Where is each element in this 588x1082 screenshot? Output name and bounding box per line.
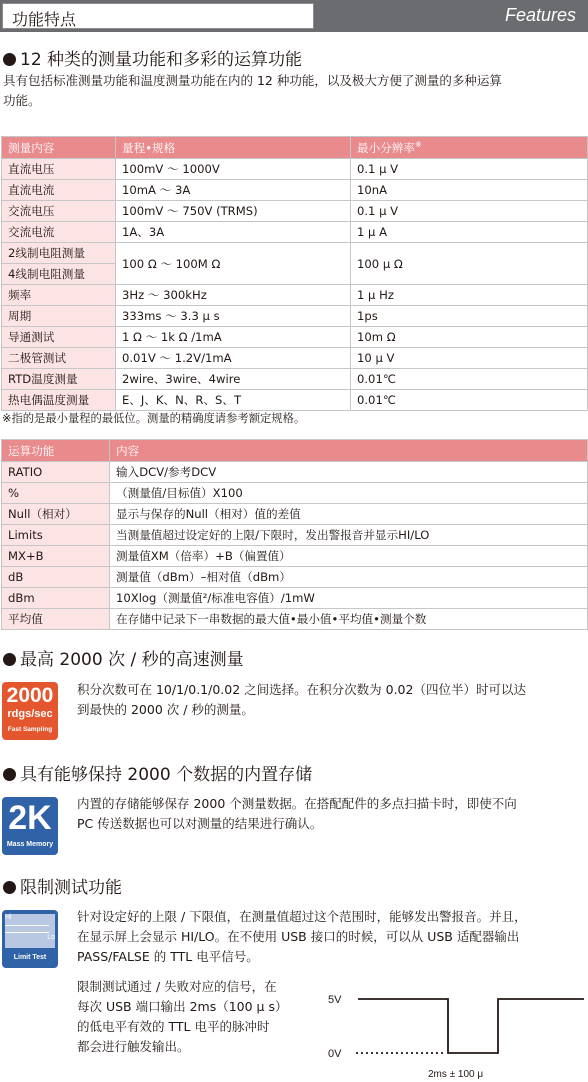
waveform-high-label: 5V <box>328 994 342 1006</box>
table-cell: 4线制电阻测量 <box>2 264 116 285</box>
table-cell: MX+B <box>2 546 110 567</box>
table-cell: 100mV ～ 1000V <box>116 159 351 180</box>
table-row <box>2 180 588 201</box>
table-cell: 3Hz ～ 300kHz <box>116 285 351 306</box>
table-cell: 周期 <box>2 306 116 327</box>
bullet-icon <box>3 53 16 66</box>
table-row <box>2 609 588 630</box>
table-cell: 10Xlog（测量值²/标准电容值）/1mW <box>110 588 588 609</box>
header-title-box <box>2 3 314 29</box>
table-cell: 10nA <box>351 180 588 201</box>
measurement-table <box>1 136 588 411</box>
table-cell: 测量值XM（倍率）+B（偏置值） <box>110 546 588 567</box>
table-cell: 0.01V ～ 1.2V/1mA <box>116 348 351 369</box>
table-cell: 二极管测试 <box>2 348 116 369</box>
table-cell: 0.01℃ <box>351 390 588 411</box>
table-row <box>2 306 588 327</box>
table-cell: 直流电压 <box>2 159 116 180</box>
table-cell: 1 μ A <box>351 222 588 243</box>
table-cell: 100mV ～ 750V (TRMS) <box>116 201 351 222</box>
column-header: 最小分辨率※ <box>351 137 588 159</box>
footnote-mark: ※ <box>414 139 422 149</box>
limit-test-icon: Hi Lo Limit Test <box>2 910 58 968</box>
table-cell: 频率 <box>2 285 116 306</box>
bullet-icon <box>3 881 16 894</box>
table-cell: 1ps <box>351 306 588 327</box>
table-cell: 10m Ω <box>351 327 588 348</box>
table-cell: 交流电流 <box>2 222 116 243</box>
bullet-icon <box>3 653 16 666</box>
bullet-icon <box>3 768 16 781</box>
table-cell: 直流电流 <box>2 180 116 201</box>
mass-memory-icon: 2K Mass Memory <box>2 797 58 855</box>
table-cell: 导通测试 <box>2 327 116 348</box>
waveform-low-label: 0V <box>328 1048 342 1060</box>
table-cell: 平均值 <box>2 609 110 630</box>
table-cell: 0.01℃ <box>351 369 588 390</box>
column-header: 运算功能 <box>2 440 110 462</box>
section-2-heading: 最高 2000 次 / 秒的高速测量 <box>3 645 244 670</box>
lcd-display <box>5 914 55 948</box>
section-4-body-2: 限制测试通过 / 失败对应的信号，在 每次 USB 端口输出 2ms（100 μ s） 的低电平有效的 TTL 电平的脉冲时 都会进行触发输出。 <box>77 979 288 1054</box>
table-row <box>2 222 588 243</box>
table-cell: dB <box>2 567 110 588</box>
table-cell: Null（相对） <box>2 504 110 525</box>
column-header: 内容 <box>110 440 588 462</box>
table-cell: 1 μ Hz <box>351 285 588 306</box>
section-1-body: 具有包括标准测量功能和温度测量功能在内的 12 种功能，以及极大方便了测量的多种运算 功能。 <box>3 73 502 108</box>
section-4-heading: 限制测试功能 <box>3 873 122 898</box>
table-cell: 333ms ～ 3.3 μ s <box>116 306 351 327</box>
section-1-heading: 12 种类的测量功能和多彩的运算功能 <box>3 45 302 70</box>
table-cell: 1 Ω ～ 1k Ω /1mA <box>116 327 351 348</box>
waveform-pulse-label: 2ms ± 100 μ <box>428 1069 484 1080</box>
table-cell: RTD温度测量 <box>2 369 116 390</box>
ttl-pulse-waveform <box>328 985 586 1082</box>
table-header-row <box>2 440 588 462</box>
table-cell: % <box>2 483 110 504</box>
section-2-body: 积分次数可在 10/1/0.1/0.02 之间选择。在积分次数为 0.02（四位半）时可以达 到最快的 2000 次 / 秒的测量。 <box>77 682 526 717</box>
table-footnote: ※指的是最小量程的最低位。测量的精确度请参考额定规格。 <box>2 412 306 425</box>
header-title: 功能特点 <box>12 10 77 29</box>
table-row <box>2 546 588 567</box>
table-cell: 输入DCV/参考DCV <box>110 462 588 483</box>
table-row <box>2 567 588 588</box>
table-row <box>2 348 588 369</box>
table-cell: 2wire、3wire、4wire <box>116 369 351 390</box>
table-cell: 显示与保存的Null（相对）值的差值 <box>110 504 588 525</box>
calculation-table <box>1 439 588 630</box>
table-cell: 当测量值超过设定好的上限/下限时，发出警报音并显示HI/LO <box>110 525 588 546</box>
header-title-en: Features <box>504 5 576 25</box>
table-cell: 交流电压 <box>2 201 116 222</box>
table-cell: 2线制电阻测量 <box>2 243 116 264</box>
section-3-body: 内置的存储能够保存 2000 个测量数据。在搭配配件的多点扫描卡时，即使不向 PC 传送数据也可以对测量的结果进行确认。 <box>77 796 517 831</box>
table-cell: 0.1 μ V <box>351 201 588 222</box>
table-row <box>2 159 588 180</box>
table-cell: 1A、3A <box>116 222 351 243</box>
table-row <box>2 462 588 483</box>
table-cell: 10 μ V <box>351 348 588 369</box>
table-cell: 100 μ Ω <box>351 243 588 285</box>
table-cell: （测量值/目标值）X100 <box>110 483 588 504</box>
section-4-body: 针对设定好的上限 / 下限值，在测量值超过这个范围时，能够发出警报音。并且， 在显示屏上会显示 HI/LO。在不使用 USB 接口的时候，可以从 USB 适配器输出 PASS/FALSE 的 TTL 电平信号。 <box>77 909 527 964</box>
table-header-row <box>2 137 588 159</box>
page-header <box>0 0 588 32</box>
section-3-heading: 具有能够保持 2000 个数据的内置存储 <box>3 760 312 785</box>
column-header: 测量内容 <box>2 137 116 159</box>
table-cell: Limits <box>2 525 110 546</box>
table-cell: RATIO <box>2 462 110 483</box>
table-cell: dBm <box>2 588 110 609</box>
table-row <box>2 201 588 222</box>
table-cell: E、J、K、N、R、S、T <box>116 390 351 411</box>
table-row <box>2 525 588 546</box>
table-row <box>2 243 588 264</box>
waveform-line <box>358 999 584 1053</box>
table-cell: 10mA ～ 3A <box>116 180 351 201</box>
table-cell: 测量值（dBm）–相对值（dBm） <box>110 567 588 588</box>
table-cell: 在存储中记录下一串数据的最大值•最小值•平均值•测量个数 <box>110 609 588 630</box>
fast-sampling-icon: 2000 rdgs/sec Fast Sampling <box>2 682 58 740</box>
table-row <box>2 390 588 411</box>
table-cell: 0.1 μ V <box>351 159 588 180</box>
table-row <box>2 285 588 306</box>
table-row <box>2 504 588 525</box>
table-row <box>2 483 588 504</box>
table-row <box>2 369 588 390</box>
table-row <box>2 327 588 348</box>
table-cell: 100 Ω ～ 100M Ω <box>116 243 351 285</box>
table-row <box>2 588 588 609</box>
table-cell: 热电偶温度测量 <box>2 390 116 411</box>
column-header: 量程•规格 <box>116 137 351 159</box>
